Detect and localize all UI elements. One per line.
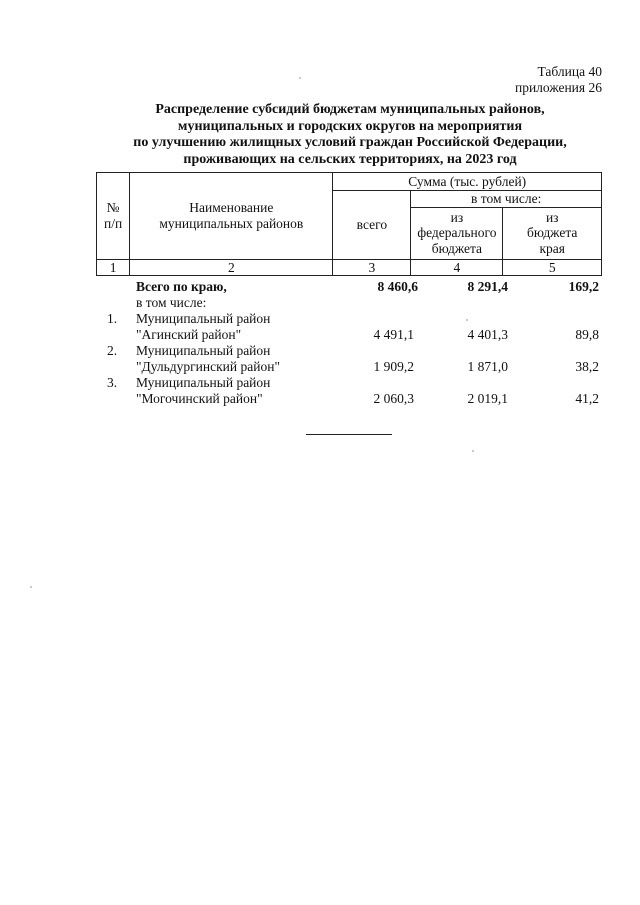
document-title [90, 102, 610, 168]
header-name: Наименование муниципальных районов [130, 173, 333, 260]
table-number: Таблица 40 [537, 64, 602, 79]
totals-total: 8 460,6 [377, 279, 418, 294]
row-2-federal: 1 871,0 [467, 359, 508, 374]
row-3-name-line-2: "Могочинский район" [136, 391, 263, 406]
title-line-1: Распределение субсидий бюджетам муниципальных районов, [155, 102, 545, 117]
header-num: № п/п [97, 173, 130, 260]
row-3-federal: 2 019,1 [467, 391, 508, 406]
row-1-name-line-1: Муниципальный район [136, 311, 271, 326]
row-3-total: 2 060,3 [373, 391, 414, 406]
row-1-number: 1. [107, 311, 118, 326]
row-2-total: 1 909,2 [373, 359, 414, 374]
appendix-number: приложения 26 [514, 80, 602, 95]
header-regional: из бюджета края [503, 207, 602, 259]
end-rule [306, 434, 392, 435]
row-3-name-line-1: Муниципальный район [136, 375, 271, 390]
row-1-name-line-2: "Агинский район" [136, 327, 242, 342]
col-number-3: 3 [333, 259, 411, 276]
col-number-2: 2 [130, 259, 333, 276]
scan-speck [30, 586, 32, 588]
header-sum: Сумма (тыс. рублей) [333, 173, 602, 191]
row-2-number: 2. [107, 343, 118, 358]
header-total: всего [333, 191, 411, 260]
col-number-5: 5 [503, 259, 602, 276]
totals-label: Всего по краю, [136, 279, 227, 294]
totals-federal: 8 291,4 [467, 279, 508, 294]
row-3-number: 3. [107, 375, 118, 390]
row-3-regional: 41,2 [575, 391, 599, 406]
table-header [96, 172, 602, 276]
title-line-3: по улучшению жилищных условий граждан Российской Федерации, [133, 135, 567, 150]
appendix-reference [515, 64, 602, 96]
including-label: в том числе: [136, 295, 207, 310]
row-1-total: 4 491,1 [373, 327, 414, 342]
row-1-regional: 89,8 [575, 327, 599, 342]
row-1-federal: 4 401,3 [467, 327, 508, 342]
title-line-4: проживающих на сельских территориях, на 2023 год [183, 151, 517, 167]
header-federal: из федерального бюджета [411, 207, 503, 259]
scan-speck [472, 450, 474, 452]
col-number-4: 4 [411, 259, 503, 276]
row-2-name-line-2: "Дульдургинский район" [136, 359, 280, 374]
row-2-name-line-1: Муниципальный район [136, 343, 271, 358]
scan-speck [299, 77, 301, 79]
title-line-2: муниципальных и городских округов на мероприятия [177, 118, 523, 134]
totals-regional: 169,2 [568, 279, 599, 294]
scan-speck [466, 319, 468, 321]
header-including: в том числе: [411, 191, 602, 208]
col-number-1: 1 [97, 259, 130, 276]
row-2-regional: 38,2 [575, 359, 599, 374]
